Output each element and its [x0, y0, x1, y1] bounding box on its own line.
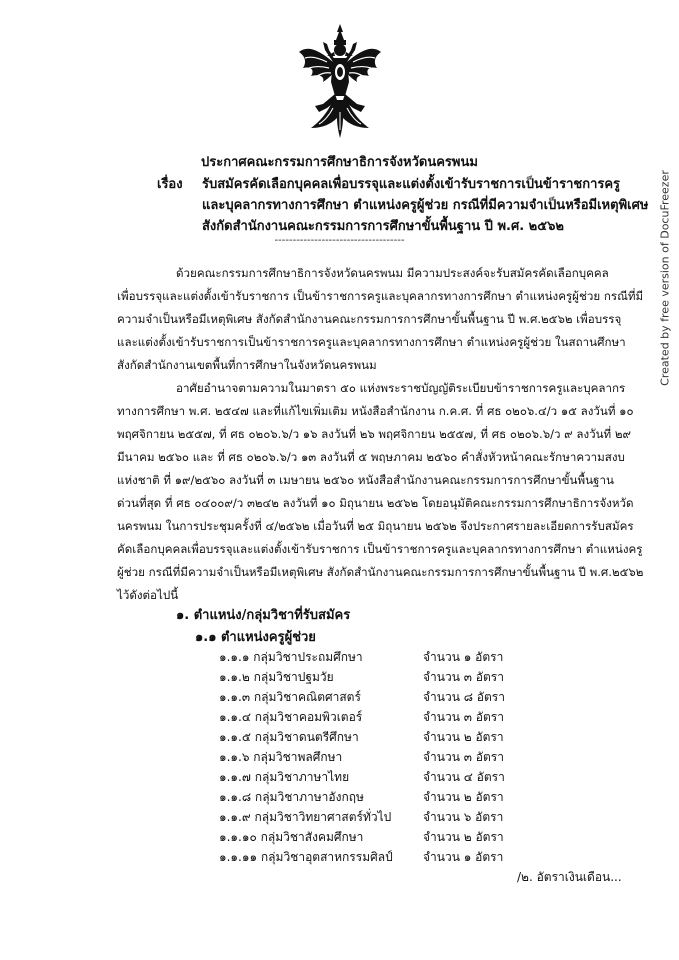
- paragraph1-line: ความจำเป็นหรือมีเหตุพิเศษ สังกัดสำนักงานคณะกรรมการการศึกษาขั้นพื้นฐาน ปี พ.ศ.๒๕๖๒ เพื่อบรรจุ: [117, 312, 622, 326]
- section-heading: ๑. ตำแหน่ง/กลุ่มวิชาที่รับสมัคร: [176, 608, 351, 623]
- list-item-count: จำนวน ๒ อัตรา: [423, 790, 504, 804]
- list-item-name: ๑.๑.๕ กลุ่มวิชาดนตรีศึกษา: [219, 730, 359, 744]
- list-item-count: จำนวน ๘ อัตรา: [423, 690, 505, 704]
- garuda-emblem-icon: [297, 22, 383, 140]
- subject-line-3: สังกัดสำนักงานคณะกรรมการการศึกษาขั้นพื้นฐาน ปี พ.ศ. ๒๕๖๒: [202, 219, 564, 234]
- list-item-name: ๑.๑.๒ กลุ่มวิชาปฐมวัย: [219, 670, 334, 684]
- separator-line: ------------------------------------: [274, 235, 405, 246]
- subsection-heading: ๑.๑ ตำแหน่งครูผู้ช่วย: [195, 630, 316, 645]
- list-item-count: จำนวน ๑ อัตรา: [423, 850, 504, 864]
- paragraph2-line: อาศัยอำนาจตามความในมาตรา ๕๐ แห่งพระราชบัญญัติระเบียบข้าราชการครูและบุคลากร: [176, 381, 626, 395]
- list-item-name: ๑.๑.๑๑ กลุ่มวิชาอุตสาหกรรมศิลป์: [219, 850, 393, 864]
- paragraph2-line: ไว้ดังต่อไปนี้: [117, 588, 179, 602]
- list-item-count: จำนวน ๒ อัตรา: [423, 830, 504, 844]
- list-item-name: ๑.๑.๘ กลุ่มวิชาภาษาอังกฤษ: [219, 790, 364, 804]
- paragraph1-line: ด้วยคณะกรรมการศึกษาธิการจังหวัดนครพนม มีความประสงค์จะรับสมัครคัดเลือกบุคคล: [176, 266, 609, 280]
- paragraph1-line: เพื่อบรรจุและแต่งตั้งเข้ารับราชการ เป็นข้าราชการครูและบุคลากรทางการศึกษา ตำแหน่งครูผู้ช่วย กรณีที่มี: [117, 289, 644, 303]
- paragraph1-line: และแต่งตั้งเข้ารับราชการเป็นข้าราชการครูและบุคลากรทางการศึกษา ตำแหน่งครูผู้ช่วย ในสถานศึกษา: [117, 335, 626, 349]
- list-item-name: ๑.๑.๑๐ กลุ่มวิชาสังคมศึกษา: [219, 830, 364, 844]
- paragraph2-line: แห่งชาติ ที่ ๑๙/๒๕๖๐ ลงวันที่ ๓ เมษายน ๒๕๖๐ หนังสือสำนักงานคณะกรรมการการศึกษาขั้นพื้นฐาน: [117, 473, 614, 487]
- paragraph2-line: มีนาคม ๒๕๖๐ และ ที่ ศธ ๐๒๐๖.๖/ว ๑๓ ลงวันที่ ๕ พฤษภาคม ๒๕๖๐ คำสั่งหัวหน้าคณะรักษาความสงบ: [117, 450, 625, 464]
- announcement-title: ประกาศคณะกรรมการศึกษาธิการจังหวัดนครพนม: [201, 155, 478, 170]
- list-item-name: ๑.๑.๑ กลุ่มวิชาประถมศึกษา: [219, 650, 363, 664]
- list-item-name: ๑.๑.๙ กลุ่มวิชาวิทยาศาสตร์ทั่วไป: [219, 810, 392, 824]
- watermark-text: Created by free version of DocuFreezer: [658, 170, 672, 386]
- paragraph2-line: ผู้ช่วย กรณีที่มีความจำเป็นหรือมีเหตุพิเศษ สังกัดสำนักงานคณะกรรมการการศึกษาขั้นพื้นฐาน ปี พ.ศ.๒๕๖๒: [117, 565, 644, 579]
- paragraph2-line: พฤศจิกายน ๒๕๕๗, ที่ ศธ ๐๒๐๖.๖/ว ๑๖ ลงวันที่ ๒๖ พฤศจิกายน ๒๕๕๗, ที่ ศธ ๐๒๐๖.๖/ว ๙ ลงวันที่ ๒๙: [117, 427, 632, 441]
- continued-note: /๒. อัตราเงินเดือน...: [517, 870, 622, 884]
- list-item-name: ๑.๑.๓ กลุ่มวิชาคณิตศาสตร์: [219, 690, 361, 704]
- list-item-count: จำนวน ๒ อัตรา: [423, 730, 504, 744]
- paragraph1-line: สังกัดสำนักงานเขตพื้นที่การศึกษาในจังหวัดนครพนม: [117, 358, 377, 372]
- paragraph2-line: นครพนม ในการประชุมครั้งที่ ๔/๒๕๖๒ เมื่อวันที่ ๒๕ มิถุนายน ๒๕๖๒ จึงประกาศรายละเอียดการรับสมัคร: [117, 519, 634, 533]
- list-item-count: จำนวน ๑ อัตรา: [423, 650, 504, 664]
- list-item-count: จำนวน ๓ อัตรา: [423, 750, 504, 764]
- subject-label: เรื่อง: [157, 177, 183, 192]
- paragraph2-line: คัดเลือกบุคคลเพื่อบรรจุและแต่งตั้งเข้ารับราชการ เป็นข้าราชการครูและบุคลากรทางการศึกษา ตำแหน่งครู: [117, 542, 643, 556]
- list-item-count: จำนวน ๓ อัตรา: [423, 710, 504, 724]
- list-item-name: ๑.๑.๖ กลุ่มวิชาพลศึกษา: [219, 750, 343, 764]
- paragraph2-line: ด่วนที่สุด ที่ ศธ ๐๔๐๐๙/ว ๓๒๔๒ ลงวันที่ ๑๐ มิถุนายน ๒๕๖๒ โดยอนุมัติคณะกรรมการศึกษาธิการจังหวัด: [117, 496, 634, 510]
- subject-line-2: และบุคลากรทางการศึกษา ตำแหน่งครูผู้ช่วย กรณีที่มีความจำเป็นหรือมีเหตุพิเศษ: [202, 198, 649, 213]
- list-item-count: จำนวน ๔ อัตรา: [423, 770, 505, 784]
- paragraph2-line: ทางการศึกษา พ.ศ. ๒๕๔๗ และที่แก้ไขเพิ่มเติม หนังสือสำนักงาน ก.ค.ศ. ที่ ศธ ๐๒๐๖.๔/ว ๑๕ ลงวันที่ ๑๐: [117, 404, 634, 418]
- list-item-count: จำนวน ๖ อัตรา: [423, 810, 504, 824]
- list-item-name: ๑.๑.๔ กลุ่มวิชาคอมพิวเตอร์: [219, 710, 363, 724]
- list-item-name: ๑.๑.๗ กลุ่มวิชาภาษาไทย: [219, 770, 350, 784]
- subject-line-1: รับสมัครคัดเลือกบุคคลเพื่อบรรจุและแต่งตั้งเข้ารับราชการเป็นข้าราชการครู: [202, 177, 621, 192]
- list-item-count: จำนวน ๓ อัตรา: [423, 670, 504, 684]
